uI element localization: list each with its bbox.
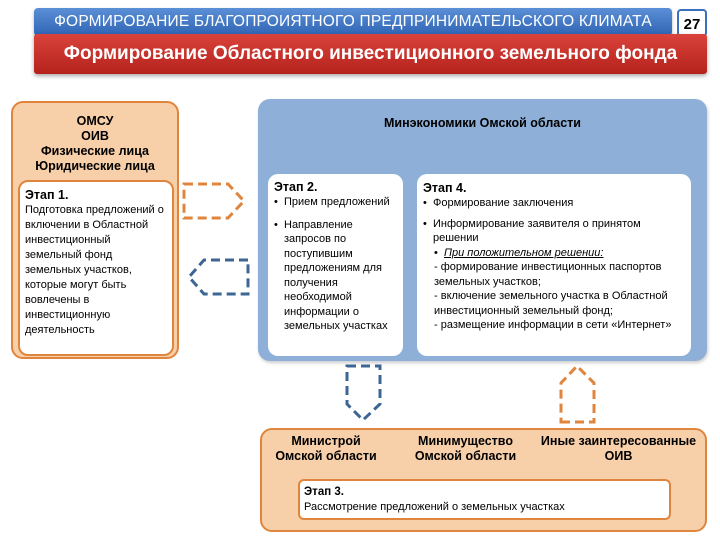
page-number: 27: [677, 9, 707, 37]
stage-4-title: Этап 4.: [423, 181, 467, 195]
stage-3-card: [298, 479, 671, 520]
list-item: • Прием предложений: [274, 195, 398, 210]
stage-4-list: [423, 196, 685, 246]
applicants-heading: [13, 114, 177, 174]
stage-3-title: Этап 3.: [304, 486, 344, 498]
stage-1-title: Этап 1.: [25, 188, 69, 202]
stage-1-card: [18, 180, 174, 356]
heading-line: Юридические лица: [35, 159, 155, 173]
list-item: - включение земельного участка в Областной инвестиционный земельный фонд;: [434, 290, 668, 317]
list-item: - размещение информации в сети «Интернет»: [434, 319, 672, 331]
stage-2-title: Этап 2.: [274, 180, 318, 194]
list-item: • Информирование заявителя о принятом решении: [423, 217, 685, 246]
stage-1-text: Подготовка предложений о включении в Областной инвестиционный земельный фонд земельных участков, которые могут быть вовлечены в инвестиционную деятельность: [25, 204, 164, 336]
stage-2-card: [268, 174, 403, 356]
org-minstroy: Министрой Омской области: [275, 434, 377, 463]
list-item: - формирование инвестиционных паспортов земельных участков;: [434, 261, 662, 288]
arrow-right-icon: [180, 180, 250, 222]
list-item: • Направление запросов по поступившим предложениям для получения необходимой информации о земельных участках: [274, 218, 398, 334]
org-other: Иные заинтересованные ОИВ: [540, 434, 697, 463]
arrow-down-icon: [342, 362, 386, 424]
org-minimushchestvo: Минимущество Омской области: [414, 434, 517, 463]
heading-line: Физические лица: [40, 144, 150, 158]
stage-2-list: [274, 195, 398, 334]
positive-decision-block: • При положительном решении: - формирование инвестиционных паспортов земельных участков; - включение земельного участка в Областной инвестиционный земельный фонд; - размещение информации в сети «Интернет»: [423, 246, 685, 333]
positive-decision-heading: При положительном решении:: [444, 246, 604, 259]
stage-4-card: [417, 174, 691, 356]
arrow-up-icon: [556, 362, 600, 426]
list-item: • Формирование заключения: [423, 196, 685, 211]
slide-title: Формирование Областного инвестиционного земельного фонда: [34, 34, 707, 74]
stage-3-text: Рассмотрение предложений о земельных участках: [304, 501, 565, 513]
arrow-left-icon: [186, 256, 252, 298]
ministry-heading: Минэкономики Омской области: [384, 116, 581, 130]
heading-line: ОМСУ: [76, 114, 114, 128]
section-banner: ФОРМИРОВАНИЕ БЛАГОПРОИЯТНОГО ПРЕДПРИНИМАТЕЛЬСКОГО КЛИМАТА: [34, 8, 672, 36]
heading-line: ОИВ: [81, 129, 109, 143]
